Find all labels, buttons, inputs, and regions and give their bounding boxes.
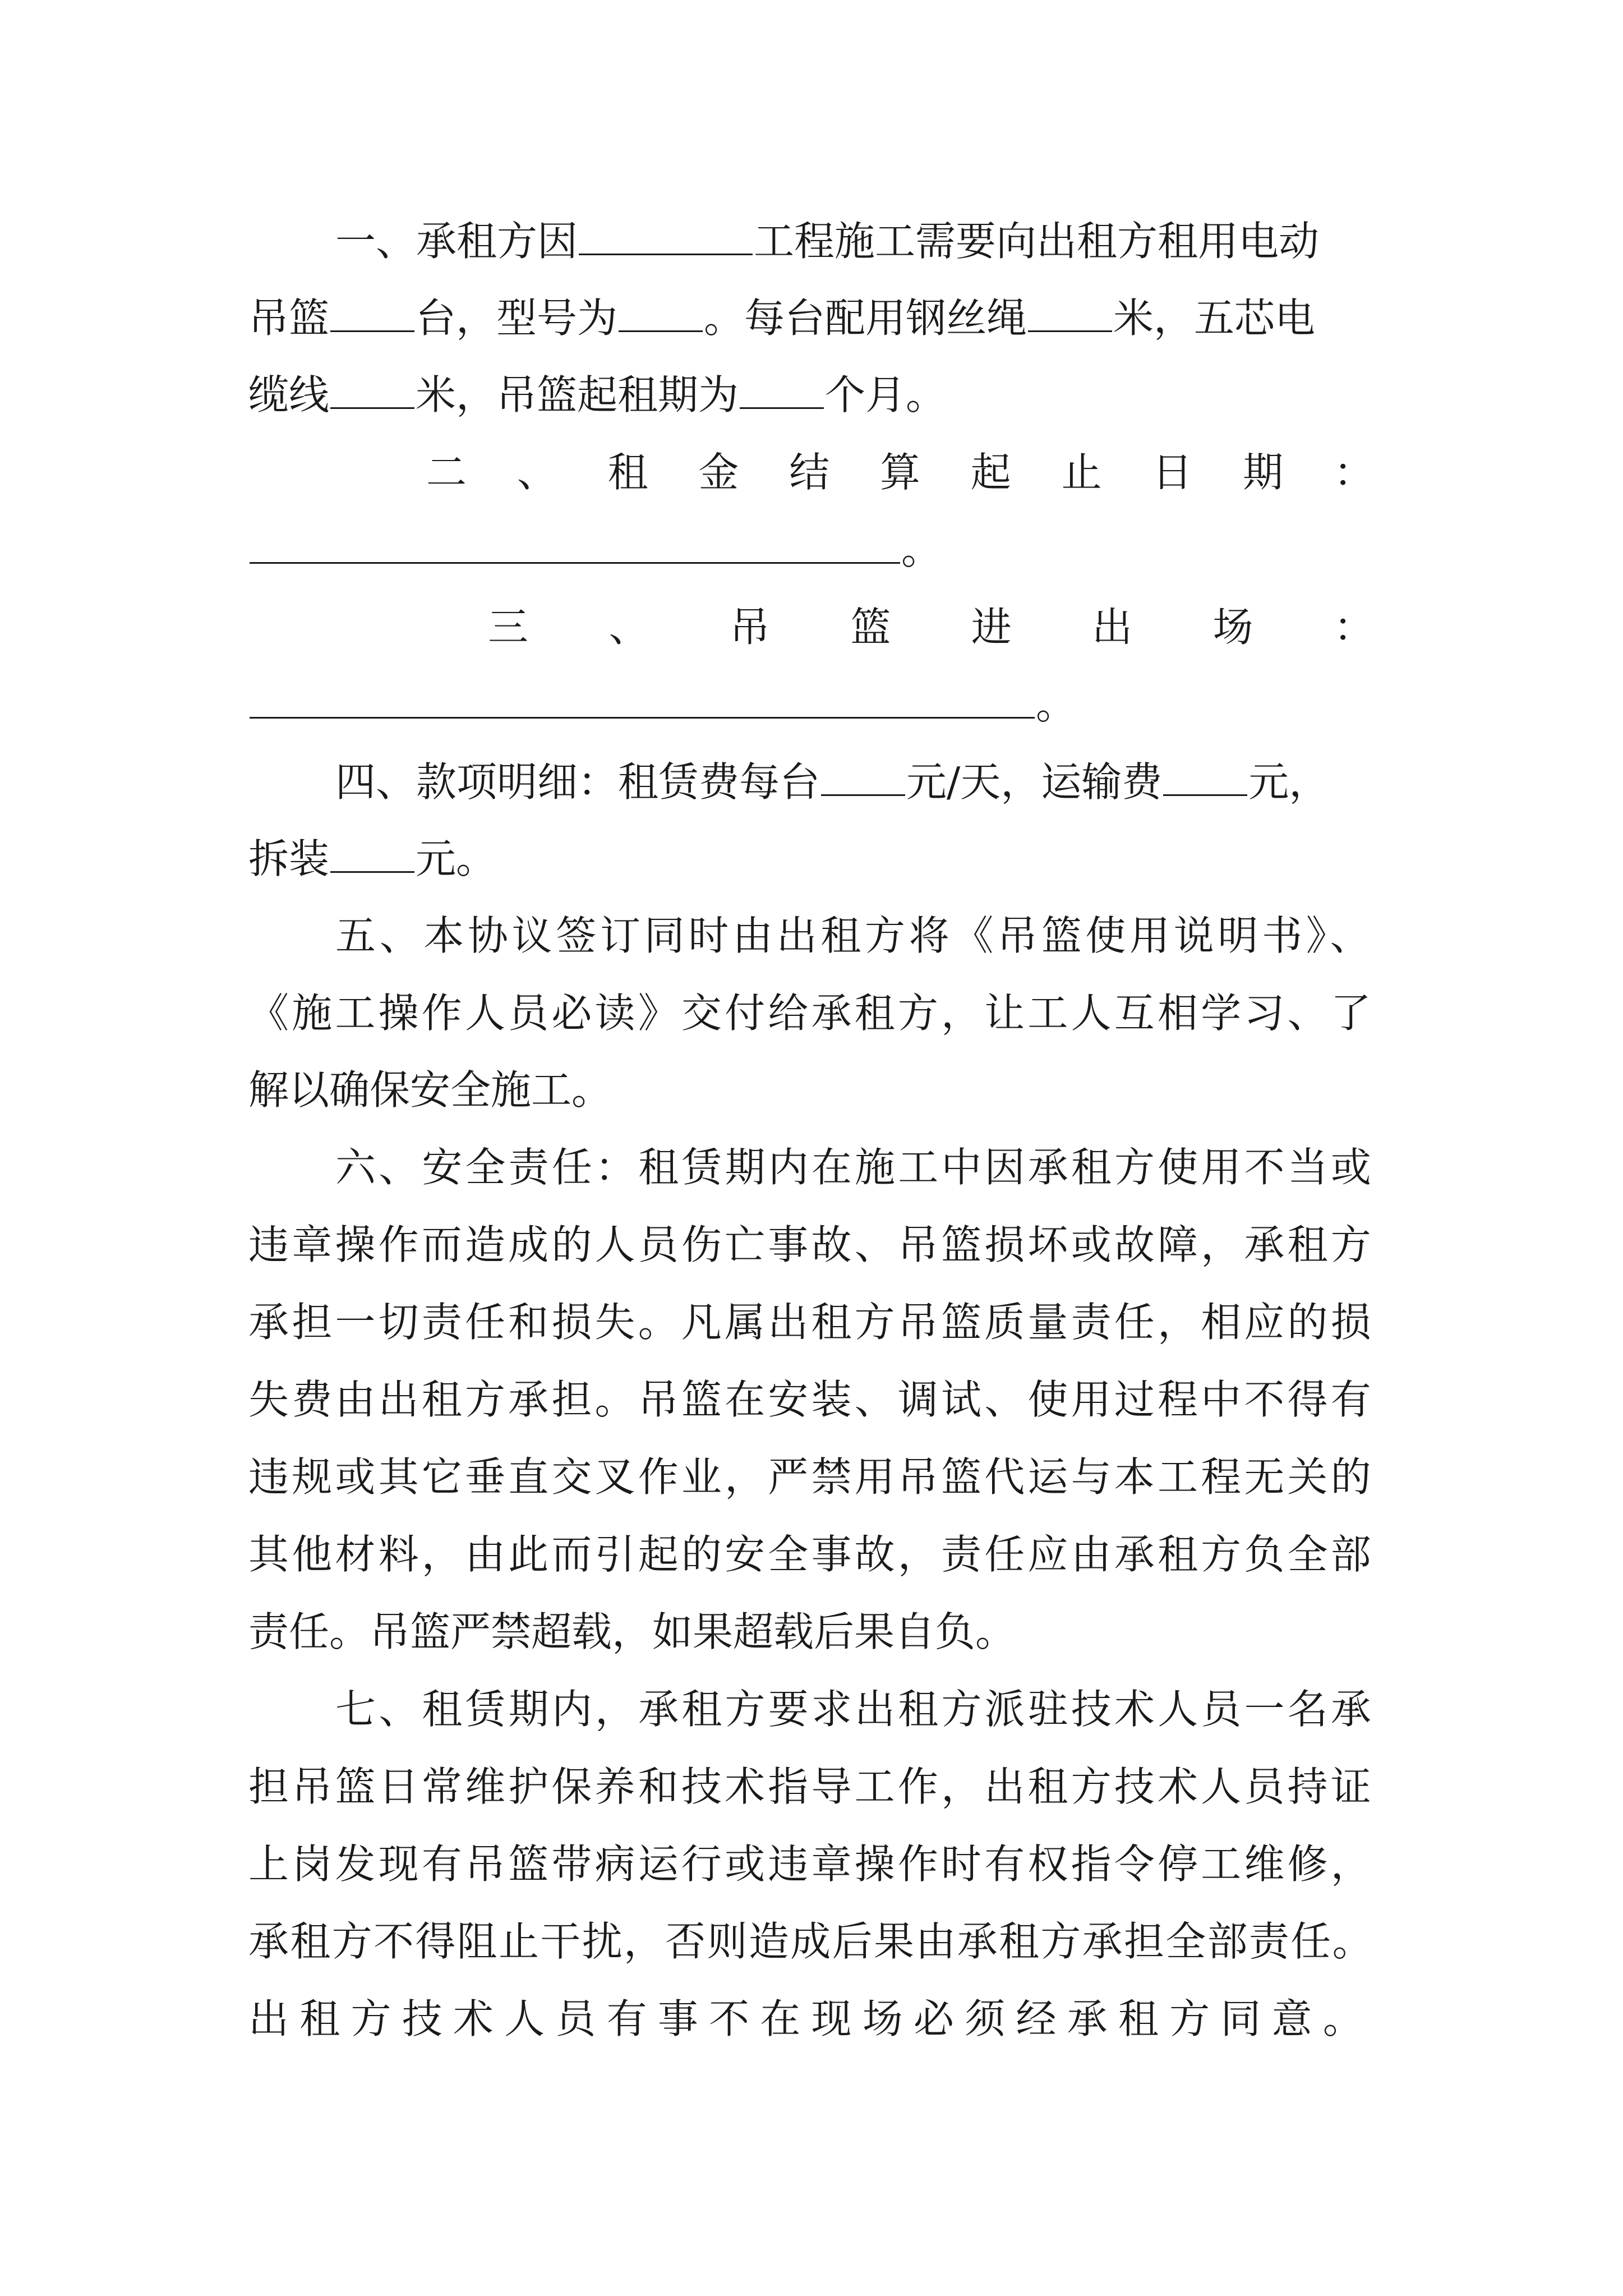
clause-1-line-2 <box>248 293 1315 343</box>
clause-3-char: 篮 <box>850 604 891 651</box>
transport-fee-blank <box>1163 758 1247 796</box>
settlement-dates-blank <box>250 526 900 564</box>
clause-5-line-2: 《施工操作人员必读》交付给承租方，让工人互相学习、了 <box>248 990 1374 1037</box>
clause-3-line-2 <box>248 679 1076 730</box>
clause-1-line-3 <box>248 370 946 420</box>
project-name-blank <box>579 218 753 255</box>
clause-1-text: 。每台配用钢丝绳 <box>704 295 1027 342</box>
clause-3-char: 场 <box>1212 604 1253 651</box>
clause-3-heading <box>488 602 1374 652</box>
clause-6-line-4: 失费由出租方承担。吊篮在安装、调试、使用过程中不得有 <box>248 1376 1374 1423</box>
clause-2-char: 租 <box>607 449 648 496</box>
clause-3-char: ： <box>1333 604 1374 651</box>
clause-1-line-1 <box>335 216 1319 266</box>
wire-rope-length-blank <box>1028 295 1112 332</box>
clause-4-line-1 <box>335 757 1329 807</box>
clause-1-text: 吊篮 <box>248 295 330 342</box>
clause-1-text: 工程施工需要向出租方租用电动 <box>754 218 1320 265</box>
clause-6-line-2: 违章操作而造成的人员伤亡事故、吊篮损坏或故障，承租方 <box>248 1221 1374 1268</box>
clause-2-char: 止 <box>1061 449 1102 496</box>
clause-3-end: 。 <box>1036 681 1077 728</box>
clause-1-text: 台，型号为 <box>416 295 618 342</box>
clause-1-text: 一、承租方因 <box>335 218 578 265</box>
clause-2-heading <box>426 447 1374 498</box>
clause-1-text: 米，吊篮起租期为 <box>416 371 739 418</box>
clause-2-line-2 <box>248 524 942 575</box>
clause-7-line-1: 七、租赁期内，承租方要求出租方派驻技术人员一名承 <box>335 1686 1375 1733</box>
clause-3-char: 吊 <box>729 604 770 651</box>
daily-rent-blank <box>821 758 905 796</box>
clause-4-text: 拆装 <box>248 835 330 882</box>
clause-4-text: 元， <box>1248 758 1330 806</box>
installation-fee-blank <box>330 835 414 873</box>
clause-5-line-1: 五、本协议签订同时由出租方将《吊篮使用说明书》、 <box>335 912 1375 959</box>
clause-2-char: 期 <box>1243 449 1284 496</box>
quantity-blank <box>330 295 414 332</box>
clause-1-text: 缆线 <box>248 371 330 418</box>
clause-5-line-3: 解以确保安全施工。 <box>248 1066 612 1114</box>
clause-6-line-6: 其他材料，由此而引起的安全事故，责任应由承租方负全部 <box>248 1531 1374 1578</box>
clause-1-text: 米，五芯电 <box>1113 295 1316 342</box>
clause-7-line-4: 承租方不得阻止干扰，否则造成后果由承租方承担全部责任。 <box>248 1918 1374 1965</box>
clause-2-char: 二 <box>426 449 467 496</box>
rental-period-blank <box>740 371 824 409</box>
clause-4-text: 元/天，运输费 <box>906 758 1163 806</box>
clause-2-end: 。 <box>901 526 942 573</box>
clause-3-char: 进 <box>971 604 1012 651</box>
clause-4-line-2 <box>248 834 496 884</box>
clause-1-text: 个月。 <box>825 371 947 418</box>
entry-exit-blank <box>250 681 1035 719</box>
clause-7-line-2: 担吊篮日常维护保养和技术指导工作，出租方技术人员持证 <box>248 1763 1374 1810</box>
clause-2-char: 金 <box>698 449 739 496</box>
clause-3-char: 、 <box>608 604 649 651</box>
clause-4-text: 元。 <box>416 835 497 882</box>
cable-length-blank <box>330 371 414 409</box>
clause-3-char: 出 <box>1092 604 1133 651</box>
clause-2-char: 算 <box>879 449 920 496</box>
clause-6-line-1: 六、安全责任：租赁期内在施工中因承租方使用不当或 <box>335 1144 1375 1191</box>
clause-2-char: 起 <box>970 449 1011 496</box>
clause-6-line-3: 承担一切责任和损失。凡属出租方吊篮质量责任，相应的损 <box>248 1299 1374 1346</box>
clause-4-text: 四、款项明细：租赁费每台 <box>335 758 820 806</box>
model-blank <box>619 295 703 332</box>
clause-2-char: 结 <box>789 449 830 496</box>
clause-7-line-3: 上岗发现有吊篮带病运行或违章操作时有权指令停工维修， <box>248 1841 1374 1888</box>
clause-2-char: 日 <box>1152 449 1193 496</box>
clause-7-line-5: 出租方技术人员有事不在现场必须经承租方同意。 <box>248 1995 1375 2042</box>
clause-2-char: 、 <box>517 449 557 496</box>
clause-6-line-7: 责任。吊篮严禁超载，如果超载后果自负。 <box>248 1608 1016 1655</box>
clause-6-line-5: 违规或其它垂直交叉作业，严禁用吊篮代运与本工程无关的 <box>248 1453 1374 1501</box>
clause-2-char: ： <box>1333 449 1374 496</box>
clause-3-char: 三 <box>488 604 529 651</box>
